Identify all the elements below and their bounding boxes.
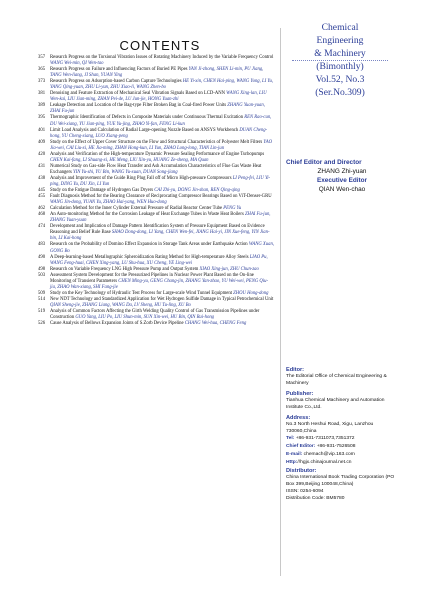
toc-page-number: 490 [38,254,46,260]
chief-editor-name: ZHANG Zhi-yuan [317,168,367,175]
toc-authors: CHANG Wei-hua, CHENG Feng [184,321,247,327]
journal-name-line1: Chemical [321,22,359,33]
toc-authors: WANG Xing-lan, LIU Wen-kai, LIU Jian-ming, ZHAN Pei-de, LU Jun-jie, HONG Yuan-zhi [50,91,267,103]
toc-authors: XIAO Xing-jun, ZHU Chun-zao [199,266,259,272]
toc-article-title: Thermographic Identification of Defects in Composite Materials under Continuous Thermal Excitation [50,115,245,121]
toc-entry[interactable] [38,194,274,206]
tel-line [286,435,398,443]
toc-article-title: Limit Load Analysis and Calculation of Radial Large-opening Nozzle Based on ANSYS Workbench [50,127,240,133]
toc-authors: CHEN Ming-yu, GENG Chang-jin, ZHANG Yan-zhao, YU Wei-wei, PENG Qiu-jia, ZHAO Wan-xiang, SHI Fang-jie [50,278,269,290]
toc-page-number: 462 [38,206,46,212]
editor-label: Editor: [286,367,305,373]
toc-page-number: 498 [38,266,46,272]
journal-volume: Vol.52, No.3 [315,74,365,86]
contents-title: CONTENTS [119,38,201,53]
email-line [286,451,398,459]
distribution-code: Distribution Code: BM5780 [286,496,345,502]
toc-article-title: Study on the Key Technology of Hydraulic Test Process for Large-scale Wind Tunnel Equipment [50,290,234,296]
toc-article-title: Calculation Method for the Inner Cylinder External Pressure of Radial Reactor Center Tube [50,206,224,212]
toc-entry[interactable] [38,152,274,164]
toc-authors: DUAN Cheng-hong, YU Cheng-xiang, LUO Xiang-peng [50,127,268,139]
toc-page-number: 401 [38,127,46,133]
toc-authors: WANG Wei-min, QI Wen-tao [50,61,104,67]
toc-page-number: 395 [38,115,46,121]
chief-editor-tel-label: Chief Editor: [286,444,316,450]
toc-page-number: 445 [38,188,46,194]
address-label: Address: [286,414,311,421]
toc-authors: WANG Xuan, GONG Bo [50,242,275,254]
toc-authors: QIAN Sheng-jie, ZHANG Liang, WANG Da, LV Sheng, HU Tu-ling, XU Bo [50,302,191,308]
toc-article-title: Research Progress on Failure and Influencing Factors of Buried PE Pipes [50,67,189,73]
publisher-label: Publisher: [286,390,314,397]
toc-authors: CHEN Kai-fang, LI Shuang-xi, HE Meng, LIU Xin-yu, HUANG Ze-sheng, MA Quan [50,157,209,163]
toc-authors: CAI Zhi-yu, DONG Jin-shan, REN Qing-qing [154,188,240,194]
toc-article-title: Research on Variable Frequency LNG High Pressure Pump and Output System [50,266,200,272]
toc-authors: YAN Ji-zhong, SHEN Li-min, PU Jiang, TANG Wen-liang, JI Shan, YUAN Ying [50,67,264,79]
toc-entry[interactable] [38,164,274,176]
toc-entry[interactable] [38,140,274,152]
toc-authors: PENG Yu [223,206,242,212]
toc-entry[interactable] [38,224,274,242]
http-value[interactable]: //hgjx.chinajournal.net.cn [297,460,352,466]
email-value[interactable]: chemach@vip.163.com [303,452,355,458]
toc-article-title: Denoising and Feature Extraction of Mechanical Seal Vibration Signals Based on LCD-ANN [50,91,227,97]
journal-frequency: (Bimonthly) [316,61,364,73]
publisher-value: Tianhua Chemical Machinery and Automation Institute Co.,Ltd. [286,397,385,410]
toc-authors: WANG Jin-dong, YUAN Yu, ZHAO Hai-yang, WEN Huo-dong [50,200,167,206]
toc-page-number: 381 [38,91,46,97]
toc-article-title: An Auto-monitoring Method for the Corrosion Leakage of Heat Exchange Tubes in Waste Heat Boilers [50,212,245,218]
editor-value: The Editorial Office of Chemical Engineering & Machinery [286,374,387,386]
journal-name-line3: & Machinery [292,48,388,62]
toc-entry[interactable] [38,255,274,267]
toc-page-number: 409 [38,139,46,145]
toc-article-title: Study on the Fatigue Damage of Hydrogen Gas Dryers [50,188,155,194]
chief-editor-tel-line [286,443,398,451]
toc-page-number: 373 [38,79,46,85]
toc-page-number: 389 [38,103,46,109]
toc-page-number: 420 [38,151,46,157]
toc-authors: SHAO Dong-dong, LI Yang, CHEN Wen-fei, JIANG Hai-yi, JIN Xue-feng, YIN Jian-bin, LI Kai-hong [50,230,270,242]
toc-page-number: 365 [38,67,46,73]
toc-article-title: Analysis and Improvement of the Guide Ring Plug Fall off of Micro High-pressure Compressors [50,175,233,181]
toc-page-number: 514 [38,296,46,302]
journal-name-line2: Engineering [316,34,364,46]
toc-entry[interactable] [38,55,274,67]
publication-info [286,366,398,503]
toc-authors: REN Rao-cun, DU Wei-xiang, YU Jian-ping, YUE Yu-jing, ZHAO Yi-fan, FENG Li-kun [50,115,272,127]
toc-article-title: Development and Implication of Damage Pattern Identification System of Pressure Equipment Based on Evidence Reasoning and Belief Rule Base [50,224,265,236]
toc-entry[interactable] [38,242,274,254]
column-divider [280,28,281,576]
toc-article-title: Analysis and Verification of the High-temperature Dynamic Pressure Sealing Performance of Engine Turbopumps [50,151,265,157]
issn: ISSN: 0254-6094 [286,489,324,495]
toc-article-title: Numerical Study on Gas-side Flow Heat Transfer and Ash Accumulation Characteristics of Flue Gas Waste Heat Exchangers [50,163,262,175]
toc-entry[interactable] [38,67,274,79]
toc-authors: YIN Yu-shi, YU Bin, WANG Yu-xuan, DUAN Song-jiang [73,169,178,175]
tel-value: +86-931-7311073,7351372 [295,436,355,442]
toc-entry[interactable] [38,115,274,127]
toc-entry[interactable] [38,321,274,327]
toc-entry[interactable] [38,273,274,291]
http-label: Http: [286,460,298,466]
distributor-value: China International Book Trading Corporation (PO Box 399,Beijing 100048,China) [286,475,395,488]
toc-authors: LIAO Pu, WANG Feng-huai, CHEN Xing-yang, LU Shu-hua, XU Cheng, YE Ling-wei [50,254,268,266]
toc-page-number: 503 [38,272,46,278]
toc-article-title: Cause Analysis of Bellows Expansion Joints of S.Zorb Device Pipeline [50,321,185,327]
toc-entry[interactable] [38,128,274,140]
toc-article-title: New NDT Technology and Standardized Application for Wet Hydrogen Sulfide Damage in Typical Petrochemical Unit [50,296,274,302]
toc-entry[interactable] [38,176,274,188]
journal-header [284,22,396,100]
distributor-label: Distributor: [286,468,317,475]
executive-editor-name: QIAN Wen-chao [318,186,366,193]
toc-page-number: 526 [38,321,46,327]
toc-entry[interactable] [38,212,274,224]
toc-authors: HE Yi-xin, CHEN Hai-ping, WANG Yong, LI Yu, YANG Qing-yuan, ZHU Li-yun, ZHU Xiao-li, WANG Zhen-bo [50,79,274,91]
toc-article-title: Assessment System Development for the Pressurized Pipelines in Nuclear Power Plant Based on the On-line Monitoring of Transient Parameters [50,272,254,284]
toc-page-number: 509 [38,290,46,296]
toc-authors: LI Peng-fei, LIU Yi-ping, DING Yu, DU Xin, LI Yun [50,175,271,187]
toc-page-number: 357 [38,55,46,60]
toc-authors: ZHAI Fu-jun, ZHANG Yuan-yuan [50,212,271,224]
toc-article-title: A Deep-learning-based Metallographic Spheroidization Rating Method for High-temperature Alloy Steels [50,254,250,260]
contents-list [38,55,274,327]
toc-entry[interactable] [38,79,274,91]
toc-page-number: 519 [38,308,46,314]
toc-page-number: 431 [38,163,46,169]
toc-authors: YAO Jia-wei, CAI Liu-xi, HE Jia-ming, ZHAN Hong-kun, LI Yun, ZHAO Long-long, TIAN Lin-jun [50,139,272,151]
toc-page-number: 483 [38,242,46,248]
toc-entry[interactable] [38,91,274,103]
toc-page-number: 455 [38,194,46,200]
toc-authors: GUO Yang, LIU Po, LIU Shun-min, SUN Xin-wei, HU Bin, QIN Rui-hong [75,315,215,321]
toc-entry[interactable] [38,103,274,115]
toc-entry[interactable] [38,309,274,321]
tel-label: Tel: [286,436,295,442]
chief-editor-label: Chief Editor and Director [286,159,362,166]
toc-article-title: Research Progress on Adsorption-based Carbon Capture Technologies [50,79,183,85]
toc-entry[interactable] [38,297,274,309]
toc-article-title: Research Progress on the Torsional Vibration Issues of Rotating Machinery Induced by the Variable Frequency Control [50,55,274,60]
toc-authors: ZHANG Yuan-yuan, ZHAI Fu-jun [50,103,265,115]
toc-page-number: 468 [38,212,46,218]
toc-page-number: 474 [38,224,46,230]
staff-block [286,158,398,194]
toc-article-title: Fault Diagnosis Method for the Bearing Clearance of Reciprocating Compressor Bearings Based on ViT-Denser-GRU [50,194,272,200]
journal-serial: (Ser.No.309) [315,86,365,98]
toc-article-title: Research on the Probability of Domino Effect Expansion in Storage Tank Areas under Earthquake Action [50,242,249,248]
executive-editor-label: Executive Editor [316,177,368,184]
toc-article-title: Leakage Detection and Location of the Bag-type Filter Broken Bag in Coal-fired Power Units [50,103,228,109]
toc-authors: ZHOU Hong-dong [233,290,269,296]
chief-editor-tel-value: +86-931-7526508 [316,444,356,450]
toc-article-title: Analysis of Common Factors Affecting the Girth Welding Quality Control of Gas Transmission Pipelines under Construction [50,308,260,321]
address-value: No.3 North Heshui Road, Xigu, Lanzhou 730060,China [286,421,374,434]
toc-page-number: 438 [38,175,46,181]
toc-article-title: Study on the Effect of Upper Cover Structure on the Flow and Structural Characteristics of Polyester Melt Filters [50,139,264,145]
http-line [286,459,398,467]
email-label: E-mail: [286,452,303,458]
